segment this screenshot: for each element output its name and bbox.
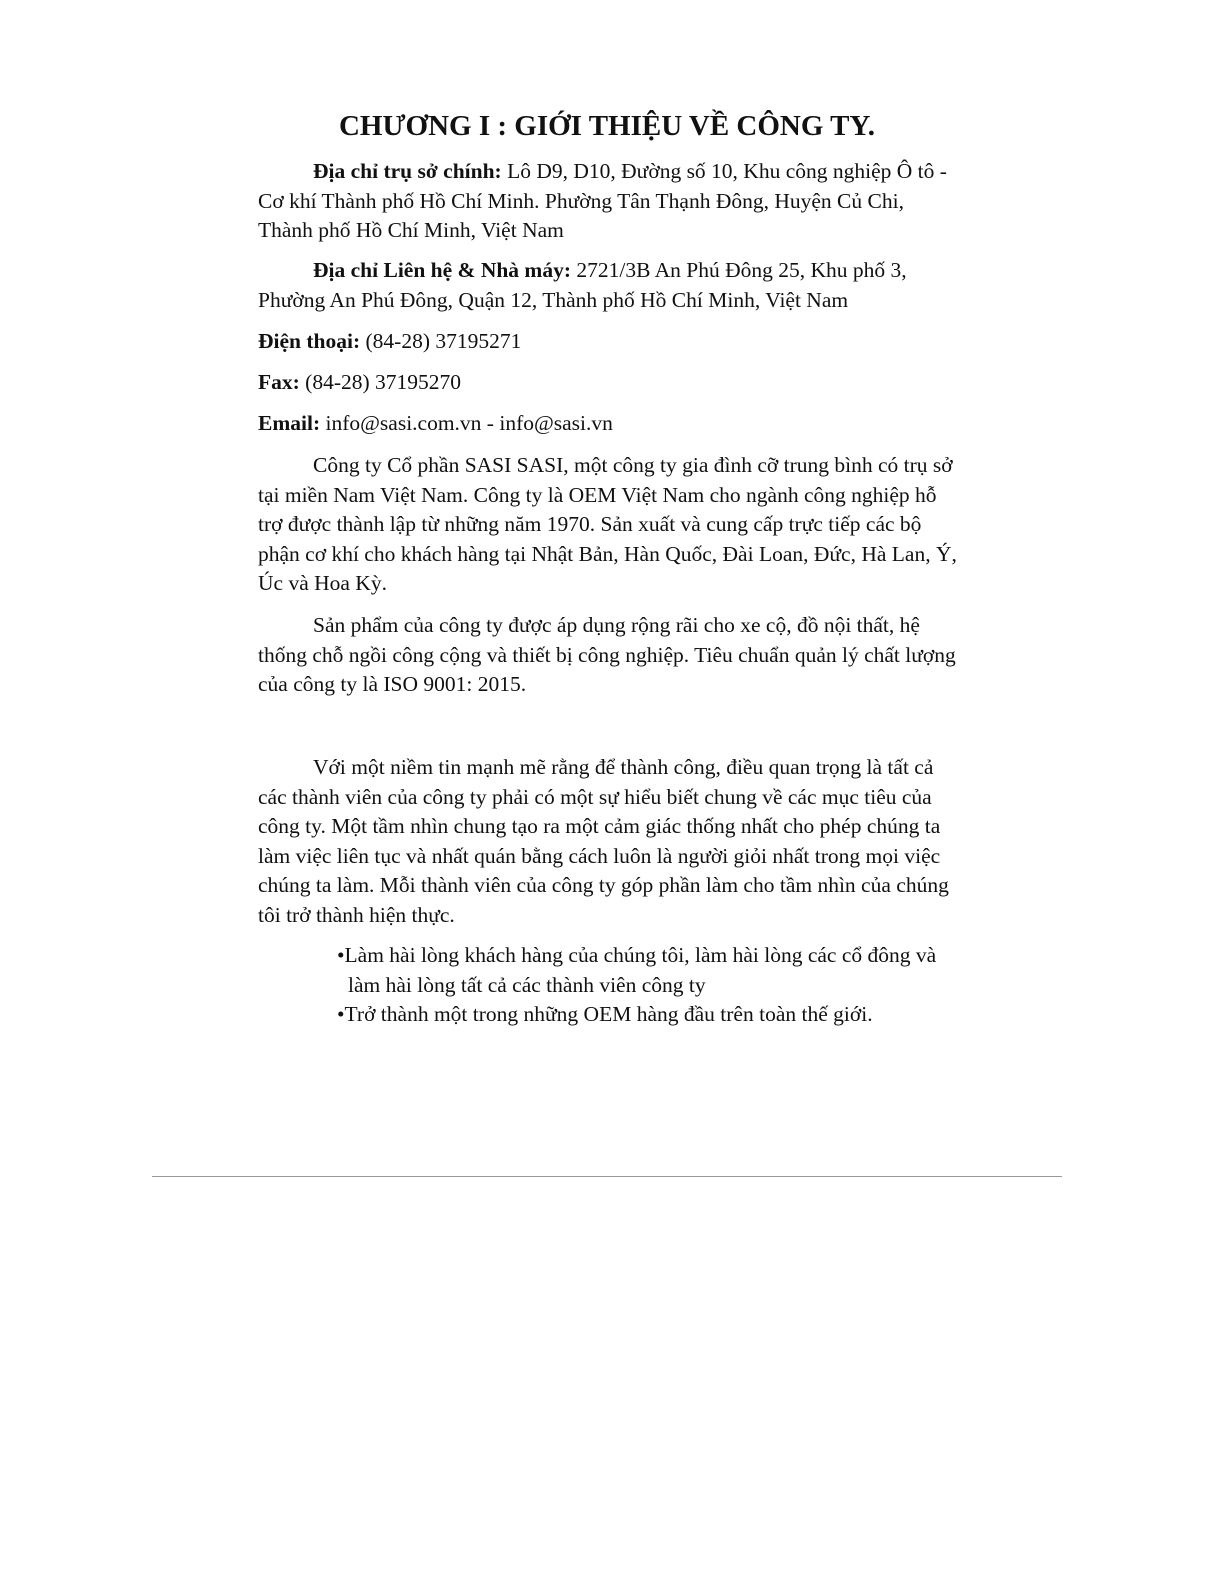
head-office-value: Lô D9, D10, Đường số 10, Khu công nghiệp Ô tô - Cơ khí Thành phố Hồ Chí Minh. Phường Tân Thạnh Đông, Huyện Củ Chi, Thành phố Hồ Chí Minh, Việt Nam xyxy=(258,159,947,242)
paragraph-products: Sản phẩm của công ty được áp dụng rộng rãi cho xe cộ, đồ nội thất, hệ thống chỗ ngồi công cộng và thiết bị công nghiệp. Tiêu chuẩn quản lý chất lượng của công ty là ISO 9001: 2015. xyxy=(258,613,956,696)
paragraph-vision: Với một niềm tin mạnh mẽ rằng để thành công, điều quan trọng là tất cả các thành viên của công ty phải có một sự hiểu biết chung về các mục tiêu của công ty. Một tầm nhìn chung tạo ra một cảm giác thống nhất cho phép chúng ta làm việc liên tục và nhất quán bằng cách luôn là người giỏi nhất trong mọi việc chúng ta làm. Mỗi thành viên của công ty góp phần làm cho tầm nhìn của chúng tôi trở thành hiện thực. xyxy=(258,755,949,927)
phone-value: (84-28) 37195271 xyxy=(365,329,522,353)
contact-address xyxy=(258,256,958,315)
fax-label: Fax: xyxy=(258,370,300,394)
fax-line xyxy=(258,368,958,398)
head-office-label: Địa chỉ trụ sở chính: xyxy=(313,159,502,183)
list-item: •Làm hài lòng khách hàng của chúng tôi, làm hài lòng các cổ đông và làm hài lòng tất cả các thành viên công ty xyxy=(337,943,937,997)
fax-value: (84-28) 37195270 xyxy=(305,370,462,394)
chapter-title: CHƯƠNG I : GIỚI THIỆU VỀ CÔNG TY. xyxy=(338,110,876,142)
goals-list xyxy=(337,941,957,1030)
email-value: info@sasi.com.vn - info@sasi.vn xyxy=(325,411,613,435)
list-item: •Trở thành một trong những OEM hàng đầu trên toàn thế giới. xyxy=(337,1002,873,1026)
email-line xyxy=(258,409,958,439)
phone-line xyxy=(258,327,958,357)
phone-label: Điện thoại: xyxy=(258,329,361,353)
email-label: Email: xyxy=(258,411,321,435)
head-office-address xyxy=(258,157,958,246)
page-divider xyxy=(152,1176,1062,1177)
contact-address-value: 2721/3B An Phú Đông 25, Khu phố 3, Phường An Phú Đông, Quận 12, Thành phố Hồ Chí Minh, Việt Nam xyxy=(258,258,907,312)
contact-address-label: Địa chỉ Liên hệ & Nhà máy: xyxy=(313,258,571,282)
paragraph-company-intro: Công ty Cổ phần SASI SASI, một công ty gia đình cỡ trung bình có trụ sở tại miền Nam Việt Nam. Công ty là OEM Việt Nam cho ngành công nghiệp hỗ trợ được thành lập từ những năm 1970. Sản xuất và cung cấp trực tiếp các bộ phận cơ khí cho khách hàng tại Nhật Bản, Hàn Quốc, Đài Loan, Đức, Hà Lan, Ý, Úc và Hoa Kỳ. xyxy=(258,453,957,595)
